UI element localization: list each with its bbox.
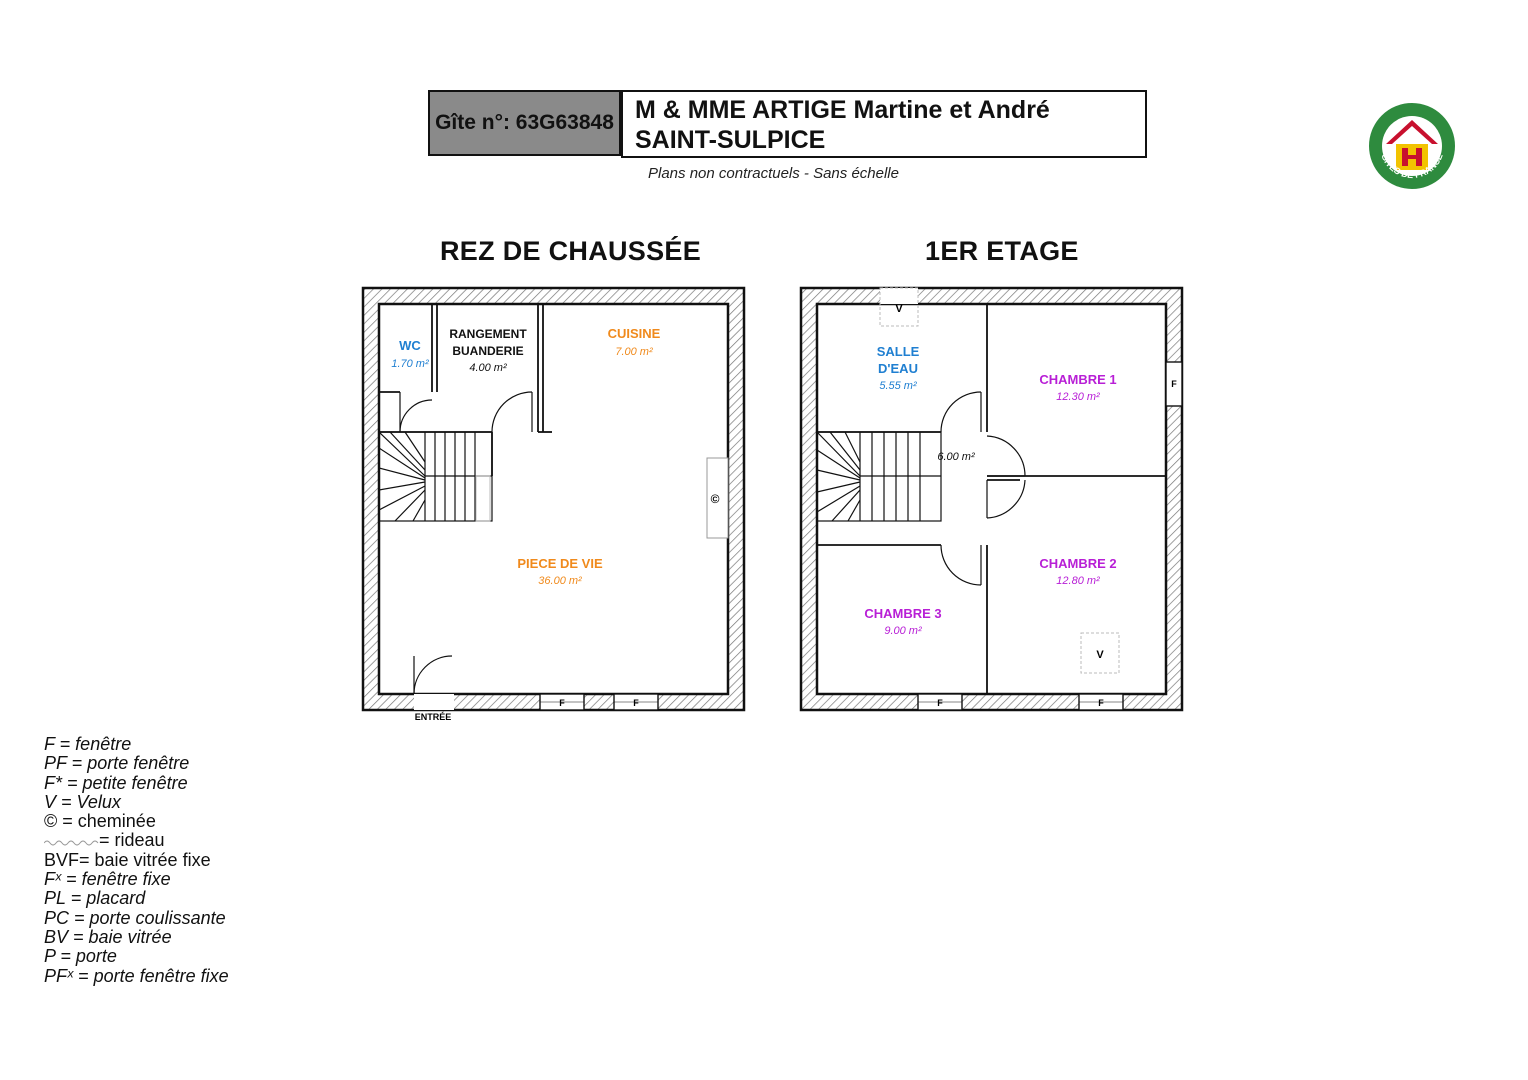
legend-rideau-text: = rideau (99, 830, 165, 851)
staircase (817, 432, 941, 521)
legend-item: P = porte (44, 946, 117, 967)
legend-item: PFˣ = porte fenêtre fixe (44, 965, 229, 986)
curtain-icon (44, 837, 99, 847)
doors (400, 392, 532, 694)
gite-id-text: Gîte n°: 63G63848 (435, 111, 614, 134)
room-chambre-2-area: 12.80 m² (1056, 575, 1100, 587)
room-salle-eau-area: 5.55 m² (879, 380, 917, 392)
owner-name: M & MME ARTIGE Martine et André (635, 96, 1050, 124)
legend-item: F = fenêtre (44, 734, 132, 754)
interior-walls (817, 304, 1166, 694)
room-cuisine-area: 7.00 m² (615, 346, 653, 358)
room-rangement-name: RANGEMENT (449, 327, 527, 341)
plan-disclaimer: Plans non contractuels - Sans échelle (648, 165, 899, 182)
room-piece-de-vie-area: 36.00 m² (538, 575, 582, 587)
legend-item: BVF= baie vitrée fixe (44, 849, 211, 870)
legend-item: V = Velux (44, 791, 121, 812)
legend-item: PL = placard (44, 888, 146, 909)
plan-ground-floor (363, 288, 744, 722)
window-label: F (1171, 379, 1177, 389)
legend-item: PF = porte fenêtre (44, 753, 190, 774)
room-palier-area: 6.00 m² (937, 451, 975, 463)
legend-item-rideau (44, 831, 344, 850)
entrance-label: ENTRÉE (414, 712, 452, 722)
outer-wall (801, 288, 1182, 710)
stair-landing (476, 476, 490, 521)
velux-opening (880, 288, 918, 304)
room-rangement-area: 4.00 m² (469, 362, 507, 374)
window-label: F (1098, 698, 1104, 708)
owner-town: SAINT-SULPICE (635, 126, 826, 154)
entrance-opening (414, 694, 454, 710)
room-chambre-3-name: CHAMBRE 3 (864, 606, 942, 621)
legend-item: PC = porte coulissante (44, 907, 226, 928)
room-piece-de-vie-name: PIECE DE VIE (517, 556, 603, 571)
room-wc-area: 1.70 m² (391, 358, 429, 370)
title-ground-floor: REZ DE CHAUSSÉE (440, 236, 702, 266)
fireplace-icon: © (710, 492, 720, 506)
window-label: F (633, 698, 639, 708)
window-label: F (937, 698, 943, 708)
legend-item: Fˣ = fenêtre fixe (44, 869, 171, 890)
legend-item: BV = baie vitrée (44, 926, 172, 947)
room-chambre-2-name: CHAMBRE 2 (1039, 556, 1117, 571)
room-salle-eau-name-1: SALLE (876, 344, 920, 359)
legend-item: © = cheminée (44, 811, 156, 832)
legend-item: F* = petite fenêtre (44, 772, 188, 793)
room-salle-eau-name-2: D'EAU (878, 361, 918, 376)
velux-label: V (1096, 649, 1104, 661)
room-chambre-3-area: 9.00 m² (884, 625, 922, 637)
doors (941, 392, 1025, 585)
room-chambre-1-area: 12.30 m² (1056, 391, 1100, 403)
room-wc-name: WC (399, 338, 421, 353)
title-first-floor: 1ER ETAGE (925, 236, 1079, 266)
room-buanderie-name: BUANDERIE (452, 344, 524, 358)
legend (44, 735, 344, 986)
staircase (379, 432, 492, 521)
velux-label: V (895, 303, 903, 315)
room-cuisine-name: CUISINE (607, 326, 661, 341)
plan-first-floor (801, 288, 1182, 710)
room-chambre-1-name: CHAMBRE 1 (1039, 372, 1117, 387)
logo-text: GÎTES DE FRANCE (1379, 151, 1445, 181)
window-label: F (559, 698, 565, 708)
